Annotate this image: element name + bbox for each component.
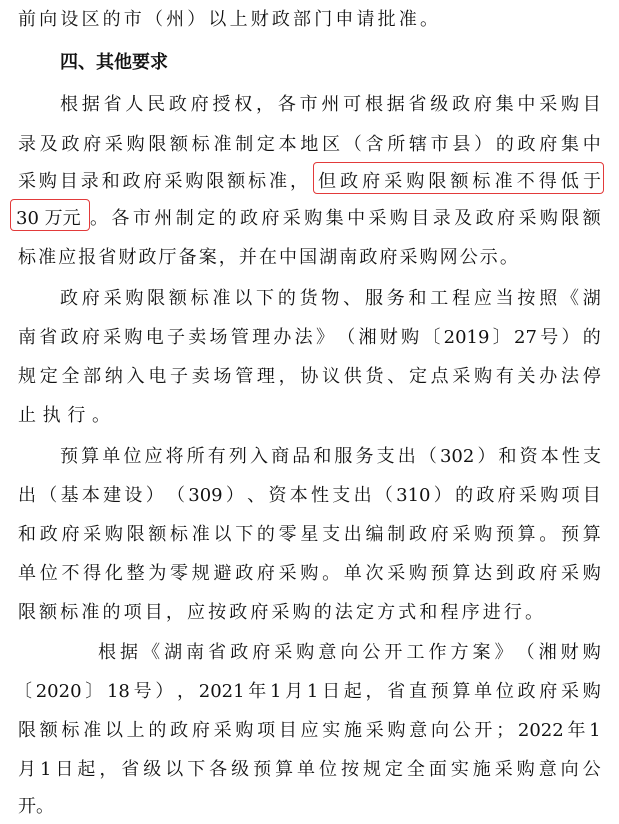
text-line: 根 据 《 湖 南 省 政 府 采 购 意 向 公 开 工 作 方 案 》 （ 湘 财 购 (98, 642, 601, 663)
text-line: 根 据 省 人 民 政 府 授 权 ， 各 市 州 可 根 据 省 级 政 府 集 中 采 购 目 (60, 94, 601, 115)
highlight-box-limit-text (313, 162, 604, 194)
text-line: 出 （ 基 本 建 设 ） （ 309 ） 、 资 本 性 支 出 （ 310 ） 的 政 府 采 购 项 目 (18, 485, 601, 506)
highlighted-amount: 30 万元 (16, 208, 81, 229)
text-line: 和 政 府 采 购 限 额 标 准 以 下 的 零 星 支 出 编 制 政 府 采 购 预 算 。 预 算 (18, 524, 601, 545)
text-line: 标 准 应 报 省 财 政 厅 备 案 ， 并 在 中 国 湖 南 政 府 采 购 网 公 示 。 (18, 247, 518, 268)
text-line: 采 购 目 录 和 政 府 采 购 限 额 标 准 ， (18, 171, 308, 192)
text-line: 单 位 不 得 化 整 为 零 规 避 政 府 采 购 。 单 次 采 购 预 算 达 到 政 府 采 购 (18, 563, 601, 584)
text-line: 。 各 市 州 制 定 的 政 府 采 购 集 中 采 购 目 录 及 政 府 采 购 限 额 (90, 208, 601, 229)
text-line: 止 执 行 。 (18, 405, 110, 426)
text-line: 政 府 采 购 限 额 标 准 以 下 的 货 物 、 服 务 和 工 程 应 当 按 照 《 湖 (60, 288, 601, 309)
text-line: 〔 2020 〕 18 号 ） ， 2021 年 1 月 1 日 起 ， 省 直 预 算 单 位 政 府 采 购 (14, 681, 601, 702)
text-line: 月 1 日 起 ， 省 级 以 下 各 级 预 算 单 位 按 规 定 全 面 实 施 采 购 意 向 公 (18, 759, 601, 780)
text-line: 预 算 单 位 应 将 所 有 列 入 商 品 和 服 务 支 出 （ 302 ） 和 资 本 性 支 (60, 446, 601, 467)
highlight-box-amount (10, 199, 90, 231)
text-line: 前 向 设 区 的 市 （ 州 ） 以 上 财 政 部 门 申 请 批 准 。 (18, 9, 438, 30)
highlighted-text: 但 政 府 采 购 限 额 标 准 不 得 低 于 (318, 171, 601, 192)
text-line: 规 定 全 部 纳 入 电 子 卖 场 管 理 ， 协 议 供 货 、 定 点 采 购 有 关 办 法 停 (18, 366, 601, 387)
text-line: 开。 (18, 796, 54, 817)
section-heading: 四、其他要求 (60, 52, 168, 73)
text-line: 限 额 标 准 的 项 目 ， 应 按 政 府 采 购 的 法 定 方 式 和 程 序 进 行 。 (18, 602, 543, 623)
text-line: 南 省 政 府 采 购 电 子 卖 场 管 理 办 法 》 （ 湘 财 购 〔 2019 〕 27 号 ） 的 (18, 327, 601, 348)
text-line: 录 及 政 府 采 购 限 额 标 准 制 定 本 地 区 （ 含 所 辖 市 县 ） 的 政 府 集 中 (18, 134, 601, 155)
text-line: 限 额 标 准 以 上 的 政 府 采 购 项 目 应 实 施 采 购 意 向 公 开 ； 2022 年 1 (18, 720, 601, 741)
